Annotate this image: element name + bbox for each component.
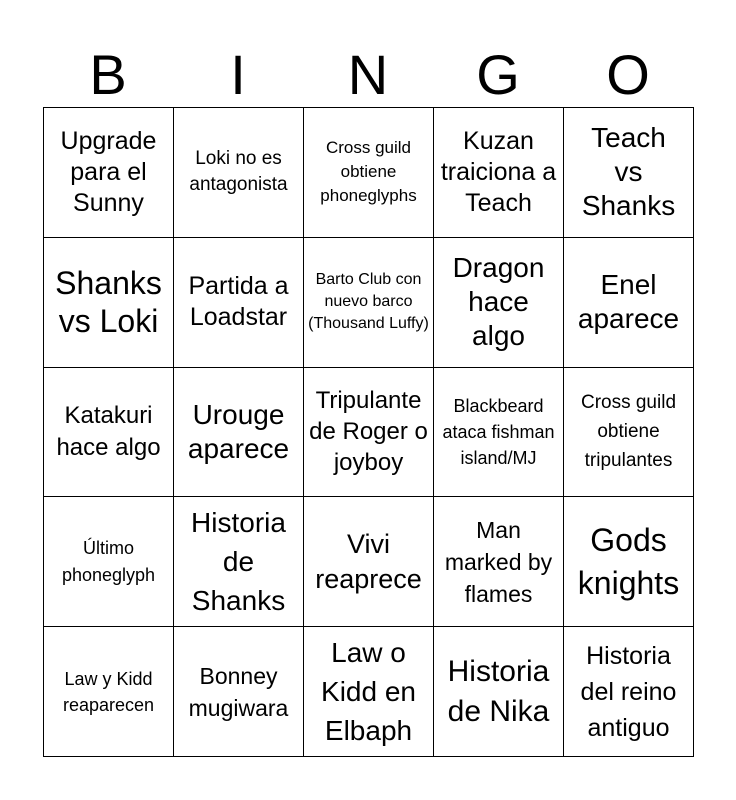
cell-text: Barto Club con nuevo barco (Thousand Luffy)	[308, 271, 429, 333]
header-letter-o: O	[606, 43, 650, 106]
cell-text: Tripulante de Roger o joyboy	[309, 387, 428, 477]
bingo-cell[interactable]	[434, 108, 564, 238]
bingo-cell[interactable]	[304, 108, 434, 238]
bingo-cell[interactable]	[304, 627, 434, 757]
bingo-cell[interactable]	[564, 497, 694, 627]
cell-text: Man marked by flames	[444, 516, 553, 607]
cell-text: Cross guild obtiene tripulantes	[580, 392, 677, 472]
bingo-cell[interactable]	[564, 238, 694, 368]
bingo-cell[interactable]	[434, 497, 564, 627]
bingo-cell[interactable]	[434, 627, 564, 757]
bingo-cell[interactable]	[174, 238, 304, 368]
bingo-cell[interactable]	[174, 108, 304, 238]
cell-text: Bonney mugiwara	[188, 662, 289, 721]
cell-text: Cross guild obtiene phoneglyphs	[320, 138, 417, 206]
cell-text: Historia de Nika	[447, 654, 550, 728]
header-letter-i: I	[230, 43, 246, 106]
header-letter-n: N	[347, 43, 389, 106]
cell-text: Gods knights	[577, 521, 680, 601]
header-letter-g: G	[476, 43, 520, 106]
cell-text: Historia de Shanks	[191, 507, 286, 617]
bingo-header	[43, 42, 693, 108]
bingo-cell[interactable]	[44, 238, 174, 368]
bingo-cell[interactable]	[564, 627, 694, 757]
bingo-cell[interactable]	[174, 627, 304, 757]
bingo-cell[interactable]	[304, 497, 434, 627]
bingo-cell[interactable]	[44, 108, 174, 238]
bingo-cell[interactable]	[44, 627, 174, 757]
bingo-cell[interactable]	[174, 497, 304, 627]
cell-text: Blackbeard ataca fishman island/MJ	[442, 395, 555, 468]
bingo-cell[interactable]	[564, 368, 694, 498]
header-letter-b: B	[89, 43, 127, 106]
bingo-cell[interactable]	[44, 368, 174, 498]
bingo-cell[interactable]	[434, 368, 564, 498]
cell-text: Kuzan traiciona a Teach	[440, 126, 557, 217]
bingo-grid	[43, 107, 694, 757]
bingo-cell[interactable]	[44, 497, 174, 627]
cell-text: Katakuri hace algo	[56, 401, 161, 461]
cell-text: Historia del reino antiguo	[580, 641, 677, 742]
cell-text: Partida a Loadstar	[188, 272, 289, 332]
bingo-cell[interactable]	[564, 108, 694, 238]
bingo-cell[interactable]	[304, 238, 434, 368]
cell-text: Upgrade para el Sunny	[60, 126, 157, 217]
cell-text: Shanks vs Loki	[55, 265, 162, 340]
cell-text: Vivi reaprece	[315, 528, 422, 594]
cell-text: Teach vs Shanks	[581, 122, 676, 222]
bingo-cell[interactable]	[174, 368, 304, 498]
bingo-cell[interactable]	[434, 238, 564, 368]
cell-text: Law o Kidd en Elbaph	[321, 637, 416, 747]
cell-text: Dragon hace algo	[452, 252, 545, 352]
cell-text: Law y Kidd reaparecen	[62, 668, 155, 715]
cell-text: Urouge aparece	[187, 398, 290, 464]
cell-text: Enel aparece	[577, 269, 680, 335]
cell-text: Último phoneglyph	[61, 537, 156, 585]
cell-text: Loki no es antagonista	[189, 148, 288, 196]
bingo-cell[interactable]	[304, 368, 434, 498]
